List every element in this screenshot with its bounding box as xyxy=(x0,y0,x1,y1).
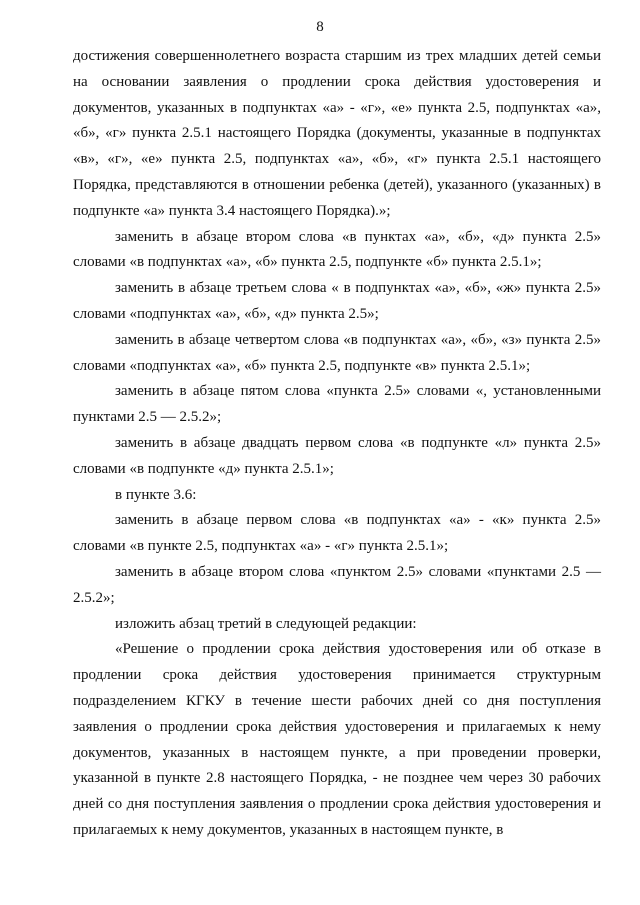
paragraph-decision-text: «Решение о продлении срока действия удостоверения или об отказе в продлении срока действия удостоверения принимается структурным подразделением КГКУ в течение шести рабочих дней со дня поступления заявления о продлении срока действия удостоверения и прилагаемых к нему документов, указанных в настоящем пункте, а при проведении проверки, указанной в пункте 2.8 настоящего Порядка, - не позднее чем через 30 рабочих дней со дня поступления заявления о продлении срока действия удостоверения и прилагаемых к нему документов, указанных в настоящем пункте, в xyxy=(73,641,601,838)
paragraph-clause-3-6: в пункте 3.6: xyxy=(115,486,197,503)
paragraph-amend-first: заменить в абзаце первом слова «в подпунктах «а» - «к» пункта 2.5» словами «в пункте 2.5, подпунктах «а» - «г» пункта 2.5.1»; xyxy=(73,512,601,555)
paragraph-amend-twenty-first: заменить в абзаце двадцать первом слова «в подпункте «л» пункта 2.5» словами «в подпункте «д» пункта 2.5.1»; xyxy=(73,434,601,477)
paragraph-continuation: достижения совершеннолетнего возраста старшим из трех младших детей семьи на основании заявления о продлении срока действия удостоверения и документов, указанных в подпунктах «а» - «г», «е» пункта 2.5, подпунктах «а», «б», «г» пункта 2.5.1 настоящего Порядка (документы, указанные в подпунктах «в», «г», «е» пункта 2.5, подпунктах «а», «б», «г» пункта 2.5.1 настоящего Порядка, представляются в отношении ребенка (детей), указанного (указанных) в подпункте «а» пункта 3.4 настоящего Порядка).»; xyxy=(73,48,601,219)
paragraph-amend-second: заменить в абзаце втором слова «в пунктах «а», «б», «д» пункта 2.5» словами «в подпунктах «а», «б» пункта 2.5, подпункте «б» пункта 2.5.1»; xyxy=(73,228,601,271)
paragraph-restate-third: изложить абзац третий в следующей редакции: xyxy=(115,615,417,632)
page-number: 8 xyxy=(316,19,324,35)
paragraph-amend-third: заменить в абзаце третьем слова « в подпунктах «а», «б», «ж» пункта 2.5» словами «подпунктах «а», «б», «д» пункта 2.5»; xyxy=(73,280,601,322)
document-body xyxy=(73,44,601,844)
paragraph-amend-fifth: заменить в абзаце пятом слова «пункта 2.5» словами «, установленными пунктами 2.5 — 2.5.2»; xyxy=(73,383,601,426)
paragraph-amend-second-clause: заменить в абзаце втором слова «пунктом 2.5» словами «пунктами 2.5 — 2.5.2»; xyxy=(73,563,601,606)
paragraph-amend-fourth: заменить в абзаце четвертом слова «в подпунктах «а», «б», «з» пункта 2.5» словами «подпунктах «а», «б» пункта 2.5, подпункте «в» пункта 2.5.1»; xyxy=(73,331,601,374)
